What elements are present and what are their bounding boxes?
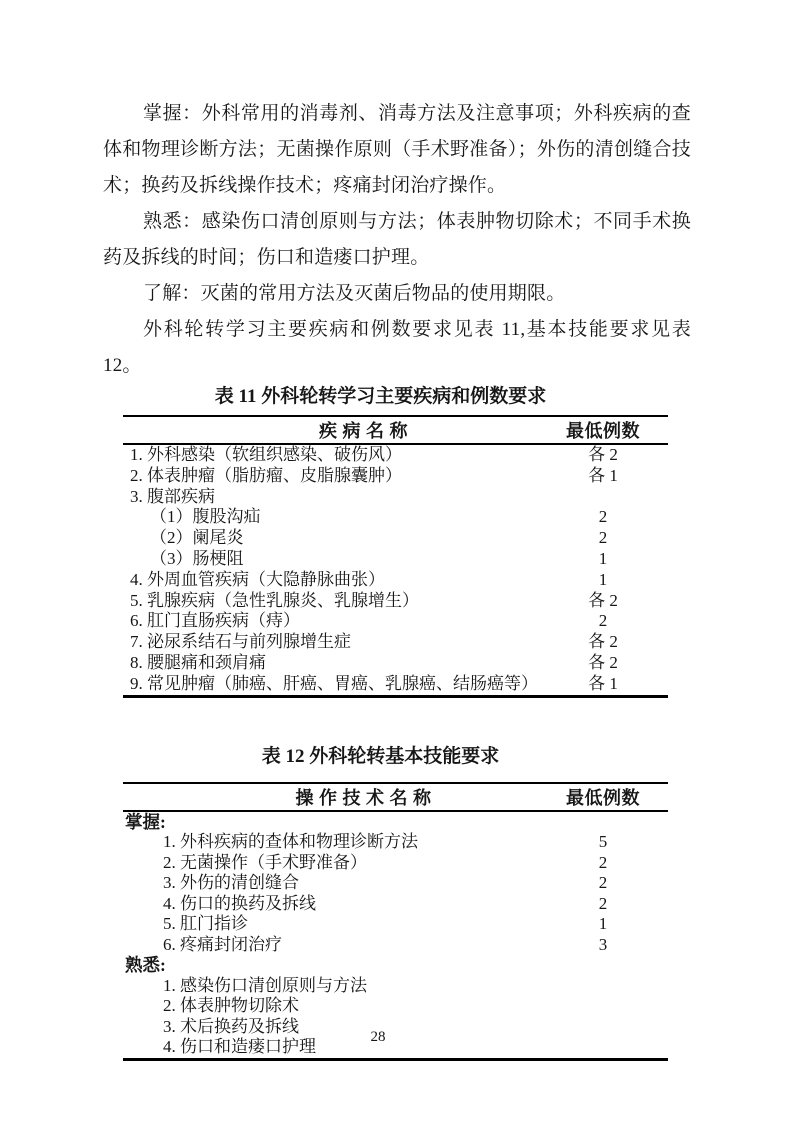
name-cell: 5. 乳腺疾病（急性乳腺炎、乳腺增生） [130,590,419,610]
min-cases-cell: 各 2 [588,590,618,610]
min-cases-cell: 1 [598,569,608,589]
name-cell: 4. 伤口和造瘘口护理 [163,1037,316,1057]
table-row [123,832,668,853]
table-row [123,914,668,935]
min-cases-cell [538,487,668,508]
name-cell: 5. 肛门指诊 [163,914,248,934]
table11-block [123,384,668,698]
table11-body [123,444,668,696]
table-row [123,894,668,915]
table-row [123,873,668,894]
name-cell: 2. 体表肿物切除术 [163,996,299,1016]
table12-body [123,811,668,1060]
table-row [123,570,668,591]
table11 [123,415,668,698]
table-row [123,632,668,653]
table-row [123,811,668,833]
name-cell: 1. 感染伤口清创原则与方法 [163,975,367,995]
table-row [123,528,668,549]
min-cases-header: 最低例数 [538,416,668,444]
paragraph-mastery: 掌握：外科常用的消毒剂、消毒方法及注意事项；外科疾病的查体和物理诊断方法；无菌操作原则（手术野准备）；外伤的清创缝合技术；换药及拆线操作技术；疼痛封闭治疗操作。 [103,103,691,196]
min-cases-cell [538,976,668,997]
paragraph-familiar: 熟悉：感染伤口清创原则与方法；体表肿物切除术；不同手术换药及拆线的时间；伤口和造瘘口护理。 [103,211,691,268]
operation-name-header: 操 作 技 术 名 称 [123,783,538,811]
name-cell: 掌握: [125,811,166,832]
min-cases-header: 最低例数 [538,783,668,811]
table-row [123,466,668,487]
name-cell: 7. 泌尿系结石与前列腺增生症 [130,632,351,652]
name-cell: 熟悉: [125,955,166,976]
table-row [123,444,668,466]
table12-header-row [123,783,668,811]
name-cell: 9. 常见肿瘤（肺癌、肝癌、胃癌、乳腺癌、结肠癌等） [130,673,538,693]
page-content [103,96,691,1061]
table12-block [123,744,668,1061]
table-row [123,674,668,696]
min-cases-cell: 1 [598,548,608,568]
min-cases-cell: 各 2 [588,652,618,672]
min-cases-cell [538,811,668,833]
table12-title: 表 12 外科轮转基本技能要求 [261,745,500,767]
table-row [123,976,668,997]
name-cell: 3. 外伤的清创缝合 [163,873,299,893]
table12 [123,782,668,1061]
paragraph-understand: 了解：灭菌的常用方法及灭菌后物品的使用期限。 [143,283,566,304]
min-cases-cell: 1 [598,914,608,934]
name-cell: （1）腹股沟疝 [150,507,261,527]
min-cases-cell [538,955,668,976]
table-row [123,611,668,632]
name-cell: （3）肠梗阻 [150,548,244,568]
table11-header-row [123,416,668,444]
name-cell: （2）阑尾炎 [150,528,244,548]
table-row [123,955,668,976]
min-cases-cell: 各 2 [588,632,618,652]
table-row [123,487,668,508]
min-cases-cell: 各 2 [588,445,618,464]
min-cases-cell [538,996,668,1017]
page-number: 28 [370,1029,386,1045]
min-cases-cell: 各 1 [588,673,618,693]
min-cases-cell: 2 [598,507,608,527]
table-row [123,996,668,1017]
name-cell: 8. 腰腿痛和颈肩痛 [130,652,266,672]
table-row [123,935,668,956]
name-cell: 6. 疼痛封闭治疗 [163,934,282,954]
table-row [123,853,668,874]
name-cell: 2. 体表肿瘤（脂肪瘤、皮脂腺囊肿） [130,465,402,485]
name-cell: 4. 外周血管疾病（大隐静脉曲张） [130,569,385,589]
name-cell: 6. 肛门直肠疾病（痔） [130,611,300,631]
min-cases-cell: 2 [598,893,608,913]
min-cases-cell: 2 [598,852,608,872]
name-cell: 4. 伤口的换药及拆线 [163,893,316,913]
table-row [123,549,668,570]
min-cases-cell: 2 [598,611,608,631]
name-cell: 1. 外科疾病的查体和物理诊断方法 [163,832,418,852]
min-cases-cell: 3 [598,934,608,954]
disease-name-header: 疾 病 名 称 [123,416,538,444]
table-row [123,591,668,612]
paragraph-table-reference: 外科轮转学习主要疾病和例数要求见表 11,基本技能要求见表 12。 [103,319,691,376]
min-cases-cell: 2 [598,873,608,893]
name-cell: 2. 无菌操作（手术野准备） [163,852,367,872]
name-cell: 3. 术后换药及拆线 [163,1016,299,1036]
name-cell: 3. 腹部疾病 [130,486,215,506]
table11-title: 表 11 外科轮转学习主要疾病和例数要求 [214,386,547,407]
name-cell: 1. 外科感染（软组织感染、破伤风） [130,445,402,464]
min-cases-cell: 各 1 [588,465,618,485]
min-cases-cell: 2 [598,528,608,548]
table-row [123,653,668,674]
min-cases-cell: 5 [598,832,608,852]
table-row [123,507,668,528]
